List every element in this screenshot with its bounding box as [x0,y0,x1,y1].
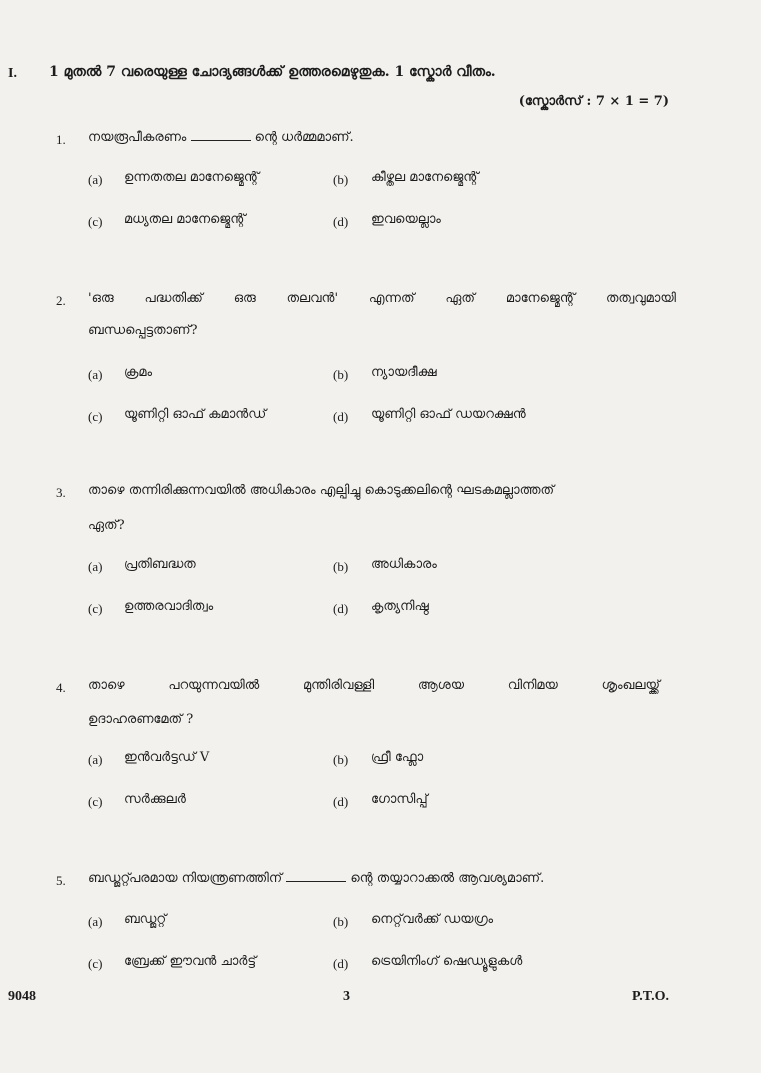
option-text: മധ്യതല മാനേജ്മെന്റ് [124,212,246,227]
option-text: ഇവയെല്ലാം [371,212,441,227]
question-text-after: ന്റെ ധർമ്മമാണ്. [254,130,354,145]
option-text: യൂണിറ്റി ഓഫ് കമാൻഡ് [124,407,267,422]
question-text-line1 [88,291,676,306]
option-letter: (b) [333,367,349,382]
option-letter: (c) [88,794,103,809]
section-instruction: 1 മുതൽ 7 വരെയുള്ള ചോദ്യങ്ങൾക്ക് ഉത്തരമെഴുതുക. 1 സ്കോർ വീതം. [49,64,496,80]
option-text: യൂണിറ്റി ഓഫ് ഡയറക്ഷൻ [371,407,526,422]
word: പറയുന്നവയിൽ [168,678,260,693]
option-text: പ്രതിബദ്ധത [124,557,196,572]
option-text: കീഴ്തല മാനേജ്മെന്റ് [371,170,479,185]
option-letter: (c) [88,601,103,616]
option-letter: (d) [333,409,349,424]
option-letter: (d) [333,214,349,229]
option-text: ബഡ്ജറ്റ് [124,912,167,927]
option-text: ഫ്രീ ഫ്ലോ [371,750,424,765]
option-text: ഉന്നതതല മാനേജ്മെന്റ് [124,170,260,185]
option-letter: (b) [333,559,349,574]
option-text: സർക്കുലർ [124,792,186,807]
option-letter: (a) [88,559,103,574]
option-letter: (a) [88,172,103,187]
question-text-line1 [88,678,660,693]
word: മുന്തിരിവള്ളി [302,678,375,693]
option-letter: (a) [88,752,103,767]
option-letter: (d) [333,794,349,809]
question-number: 5. [56,873,66,888]
page-number: 3 [343,989,350,1004]
option-text: ട്രെയിനിംഗ് ഷെഡ്യൂളുകൾ [371,954,523,969]
question-number: 1. [56,132,66,147]
question-number: 4. [56,680,66,695]
option-letter: (a) [88,367,103,382]
section-number: I. [8,66,17,81]
option-text: നെറ്റ്‌വർക്ക് ഡയഗ്രം [371,912,494,927]
question-text [88,871,544,886]
word: 'ഒരു [88,291,114,306]
option-text: അധികാരം [371,557,437,572]
word: പദ്ധതിക്ക് [144,291,203,306]
option-text: ന്യായദീക്ഷ [371,365,437,380]
option-letter: (b) [333,914,349,929]
question-text-line1: താഴെ തന്നിരിക്കുന്നവയിൽ അധികാരം എല്പിച്ചു കൊടുക്കലിന്റെ ഘടകമല്ലാത്തത് [88,483,555,498]
option-text: ഉത്തരവാദിത്വം [124,599,214,614]
word: താഴെ [88,678,125,693]
option-text: ഇൻവർട്ടഡ് V [124,750,210,765]
answer-blank [191,130,251,141]
question-number: 2. [56,293,66,308]
word: തലവൻ' [286,291,339,306]
question-text-before: നയരൂപീകരണം [88,130,187,145]
question-number: 3. [56,485,66,500]
option-letter: (c) [88,956,103,971]
question-text-line2: ഉദാഹരണമേത് ? [88,712,194,727]
word: മാനേജ്മെന്റ് [505,291,576,306]
option-letter: (b) [333,172,349,187]
question-text-before: ബഡ്ജറ്റ്പരമായ നിയന്ത്രണത്തിന് [88,871,283,886]
answer-blank [286,871,346,882]
option-letter: (d) [333,601,349,616]
word: തത്വവുമായി [605,291,676,306]
option-text: കൃത്യനിഷ്ഠ [371,599,429,614]
word: ശൃംഖലയ്ക്ക് [601,678,660,693]
option-text: ബ്രേക്ക് ഈവൻ ചാർട്ട് [124,954,257,969]
word: ആശയ [417,678,465,693]
option-letter: (c) [88,409,103,424]
word: വിനിമയ [507,678,558,693]
question-text-line2: ഏത്? [88,518,125,533]
option-text: ഗോസിപ്പ് [371,792,428,807]
word: ഏത് [445,291,475,306]
option-letter: (c) [88,214,103,229]
word: എന്നത് [368,291,415,306]
option-text: ക്രമം [124,365,153,380]
section-scores: (സ്കോർസ് : 7 × 1 = 7) [518,94,669,109]
option-letter: (d) [333,956,349,971]
question-text [88,130,354,145]
word: ഒരു [233,291,256,306]
option-letter: (a) [88,914,103,929]
question-text-after: ന്റെ തയ്യാറാക്കൽ ആവശ്യമാണ്. [350,871,545,886]
paper-code: 9048 [8,989,36,1004]
option-letter: (b) [333,752,349,767]
pto-label: P.T.O. [632,989,669,1004]
question-text-line2: ബന്ധപ്പെട്ടതാണ്? [88,323,198,338]
